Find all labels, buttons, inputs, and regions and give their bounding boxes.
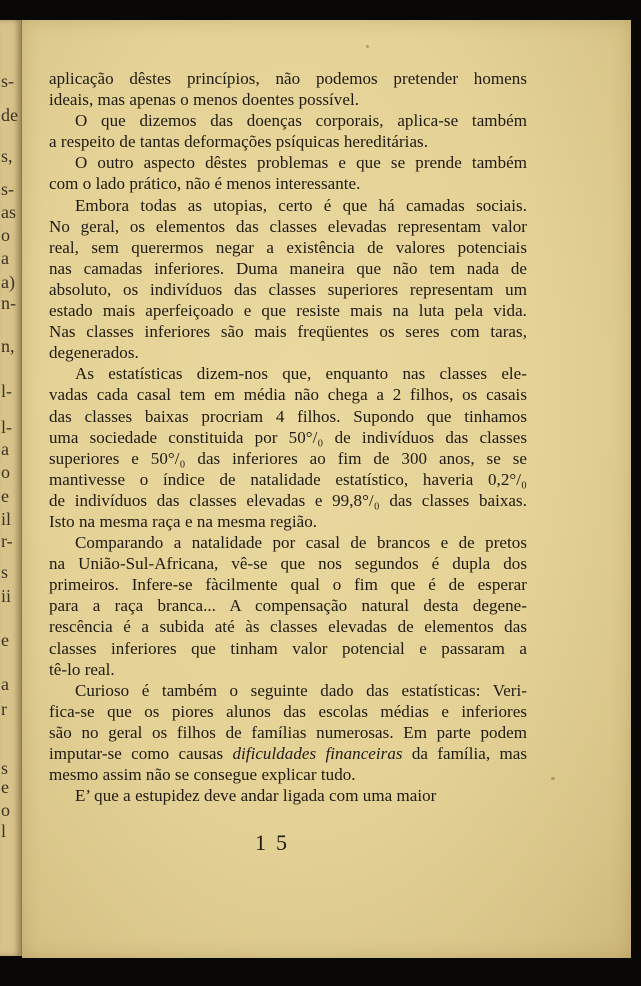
text-line: Nas classes inferiores são mais freqüentes os seres com taras, xyxy=(49,322,527,342)
facing-page-fragment: s xyxy=(1,758,9,778)
facing-page-fragment: a xyxy=(1,248,9,268)
text-line: fica-se que os piores alunos das escolas médias e inferiores xyxy=(49,701,527,721)
italic-emphasis: dificuldades financeiras xyxy=(232,744,403,763)
text-line: real, sem querermos negar a existência de valores potenciais xyxy=(49,237,527,257)
facing-page-fragment: n- xyxy=(1,293,16,313)
facing-page-fragment: l- xyxy=(1,381,12,401)
text-line: para a raça branca... A compensação natural desta degene- xyxy=(49,596,527,616)
facing-page-fragment: s xyxy=(1,562,9,582)
text-line: são no geral os filhos de famílias numerosas. Em parte podem xyxy=(49,722,527,742)
facing-page-fragment: r- xyxy=(1,531,13,551)
facing-page-fragment: a xyxy=(1,674,9,694)
text-line: O outro aspecto dêstes problemas e que se prende também xyxy=(75,153,527,173)
paper-speck xyxy=(551,777,555,780)
text-line: As estatísticas dizem-nos que, enquanto nas classes ele- xyxy=(75,364,527,384)
text-line: classes inferiores que tinham valor potencial e passaram a xyxy=(49,638,527,658)
facing-page-fragment: il xyxy=(1,509,12,529)
facing-page-fragment: s- xyxy=(1,71,14,91)
page-number: 15 xyxy=(255,830,297,855)
facing-page-fragment: o xyxy=(1,800,10,820)
facing-page-fragment: o xyxy=(1,225,10,245)
facing-page-fragment: s, xyxy=(1,146,13,166)
text-line: nas camadas inferiores. Duma maneira que não tem nada de xyxy=(49,258,527,278)
text-line: degenerados. xyxy=(49,343,139,363)
text-line: rescência é a subida até às classes elevadas de elementos das xyxy=(49,617,527,637)
text-line: superiores e 50°/₀ das inferiores ao fim de 300 anos, se se xyxy=(49,448,527,468)
text-line: tê-lo real. xyxy=(49,659,115,679)
book-page xyxy=(22,20,631,958)
facing-page-fragment: de xyxy=(1,105,18,125)
facing-page-fragment: e xyxy=(1,777,9,797)
text-line: imputar-se como causas dificuldades financeiras da família, mas xyxy=(49,744,527,763)
text-line: aplicação dêstes princípios, não podemos pretender homens xyxy=(49,69,527,88)
text-line: Embora todas as utopias, certo é que há camadas sociais. xyxy=(75,195,527,215)
facing-page-fragment: n, xyxy=(1,336,15,356)
text-line: primeiros. Infere-se fàcilmente qual o fim que é de esperar xyxy=(49,575,527,595)
facing-page-fragment: o xyxy=(1,462,10,482)
text-line: absoluto, os indivíduos das classes superiores representam um xyxy=(49,279,527,299)
facing-page-fragment: l xyxy=(1,821,7,841)
text-line: No geral, os elementos das classes elevadas representam valor xyxy=(49,216,527,236)
facing-page-fragment: l- xyxy=(1,417,12,437)
text-line: Isto na mesma raça e na mesma região. xyxy=(49,511,318,531)
facing-page-fragment: s- xyxy=(1,179,14,199)
facing-page-fragment: e xyxy=(1,486,9,506)
text-line: estado mais aperfeiçoado e que resiste mais na luta pela vida. xyxy=(49,301,527,321)
text-line: de indivíduos das classes elevadas e 99,8°/₀ das classes baixas. xyxy=(49,490,527,510)
text-line: O que dizemos das doenças corporais, aplica-se também xyxy=(75,111,527,131)
facing-page-fragment: ii xyxy=(1,586,12,606)
facing-page-fragment: r xyxy=(1,699,7,719)
paper-speck xyxy=(366,45,369,48)
text-line: uma sociedade constituida por 50°/₀ de indivíduos das classes xyxy=(49,427,527,447)
text-line: mesmo assim não se consegue explicar tudo. xyxy=(49,765,356,785)
facing-page-fragment: a) xyxy=(1,272,15,292)
text-line: Comparando a natalidade por casal de brancos e de pretos xyxy=(75,533,527,553)
facing-page-edge xyxy=(0,20,22,956)
text-line: na União-Sul-Africana, vê-se que nos segundos é dupla dos xyxy=(49,554,527,574)
facing-page-fragment: a xyxy=(1,439,9,459)
facing-page-fragment: e xyxy=(1,630,9,650)
body-text xyxy=(49,68,527,806)
text-line: E’ que a estupidez deve andar ligada com uma maior xyxy=(75,786,437,806)
facing-page-fragment: as xyxy=(1,202,16,222)
text-line: Curioso é também o seguinte dado das estatísticas: Veri- xyxy=(75,680,527,700)
text-line: a respeito de tantas deformações psíquicas hereditárias. xyxy=(49,132,429,152)
text-line: mantivesse o índice de natalidade estatístico, haveria 0,2°/₀ xyxy=(49,469,527,489)
text-line: vadas cada casal tem em média não chega a 2 filhos, os casais xyxy=(49,385,527,405)
text-line: ideais, mas apenas o menos doentes possível. xyxy=(49,90,360,110)
text-line: com o lado prático, não é menos interessante. xyxy=(49,174,361,194)
text-line: das classes baixas procriam 4 filhos. Supondo que tinhamos xyxy=(49,406,527,426)
